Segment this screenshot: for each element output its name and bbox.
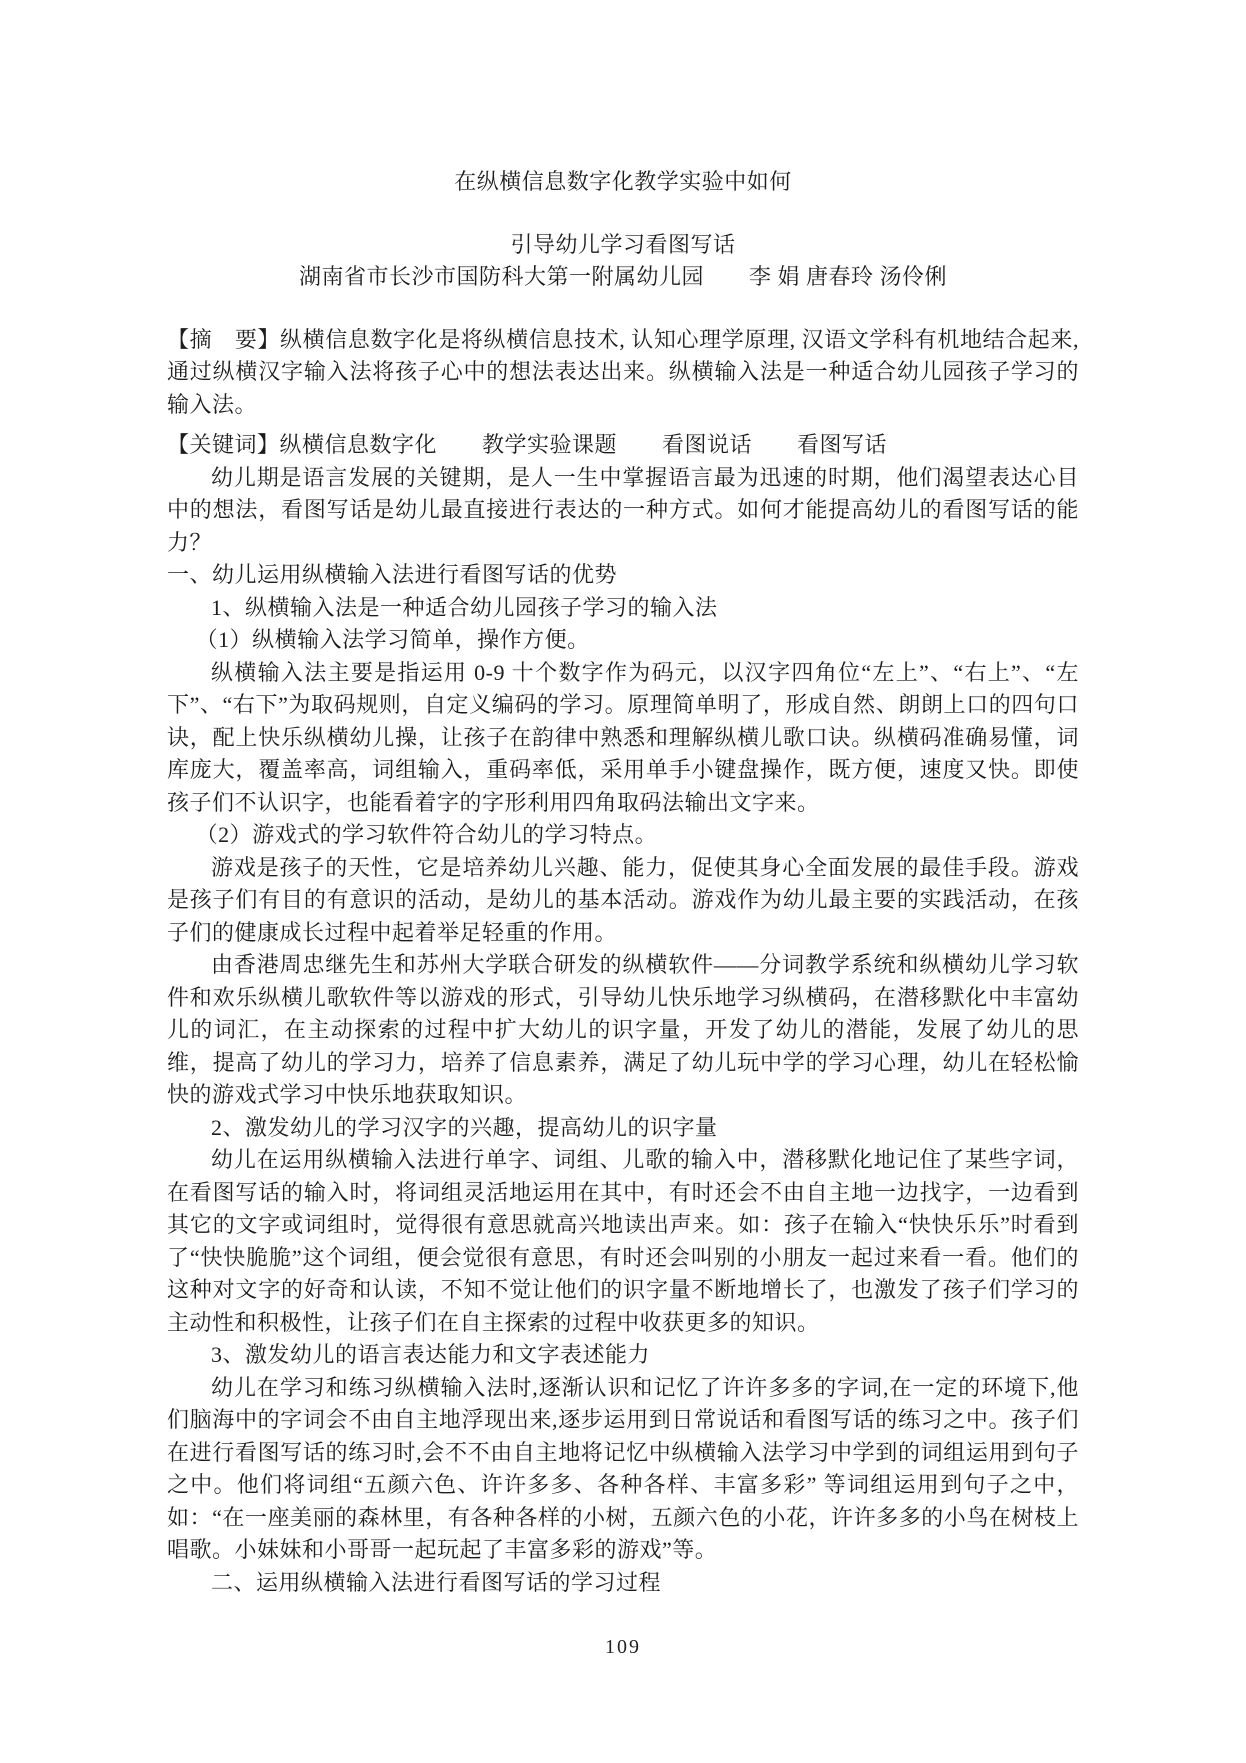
body-paragraph: 幼儿在运用纵横输入法进行单字、词组、儿歌的输入中，潜移默化地记住了某些字词，在看图写话的输入时，将词组灵活地运用在其中，有时还会不由自主地一边找字，一边看到其它的文字或词组时，觉得很有意思就高兴地读出声来。如：孩子在输入“快快乐乐”时看到了“快快脆脆”这个词组，便会觉很有意思，有时还会叫别的小朋友一起过来看一看。他们的这种对文字的好奇和认读，不知不觉让他们的识字量不断地增长了，也激发了孩子们学习的主动性和积极性，让孩子们在自主探索的过程中收获更多的知识。 xyxy=(167,1147,1079,1335)
sub-heading-1-2: （2）游戏式的学习软件符合幼儿的学习特点。 xyxy=(195,822,658,847)
article-title-line1: 在纵横信息数字化教学实验中如何 xyxy=(454,169,792,194)
body-paragraph: 纵横输入法主要是指运用 0-9 十个数字作为码元，以汉字四角位“左上”、“右上”、“左下”、“右下”为取码规则，自定义编码的学习。原理简单明了，形成自然、朗朗上口的四句口诀，配上快乐纵横幼儿操，让孩子在韵律中熟悉和理解纵横儿歌口诀。纵横码准确易懂，词库庞大，覆盖率高，词组输入，重码率低，采用单手小键盘操作，既方便，速度又快。即使孩子们不认识字，也能看着字的字形利用四角取码法输出文字来。 xyxy=(167,659,1079,815)
section-heading-1: 一、幼儿运用纵横输入法进行看图写话的优势 xyxy=(167,562,618,587)
body-paragraph: 幼儿在学习和练习纵横输入法时,逐渐认识和记忆了许许多多的字词,在一定的环境下,他们脑海中的字词会不由自主地浮现出来,逐步运用到日常说话和看图写话的练习之中。孩子们在进行看图写话的练习时,会不不由自主地将记忆中纵横输入法学习中学到的词组运用到句子之中。他们将词组“五颜六色、许许多多、各种各样、丰富多彩” 等词组运用到句子之中，如：“在一座美丽的森林里，有各种各样的小树，五颜六色的小花，许许多多的小鸟在树枝上唱歌。小妹妹和小哥哥一起玩起了丰富多彩的游戏”等。 xyxy=(167,1374,1079,1562)
article-body xyxy=(167,166,1079,1599)
sub-heading-3: 3、激发幼儿的语言表达能力和文字表述能力 xyxy=(211,1342,651,1367)
sub-heading-1-1: （1）纵横输入法学习简单，操作方便。 xyxy=(195,627,590,652)
body-paragraph: 游戏是孩子的天性，它是培养幼儿兴趣、能力，促使其身心全面发展的最佳手段。游戏是孩子们有目的有意识的活动，是幼儿的基本活动。游戏作为幼儿最主要的实践活动，在孩子们的健康成长过程中起着举足轻重的作用。 xyxy=(167,854,1079,945)
sub-heading-1: 1、纵横输入法是一种适合幼儿园孩子学习的输入法 xyxy=(211,594,718,620)
abstract-paragraph: 【摘 要】纵横信息数字化是将纵横信息技术, 认知心理学原理, 汉语文学科有机地结合起来, 通过纵横汉字输入法将孩子心中的想法表达出来。纵横输入法是一种适合幼儿园孩子学习的输入法。 xyxy=(167,326,1079,417)
body-paragraph: 由香港周忠继先生和苏州大学联合研发的纵横软件——分词教学系统和纵横幼儿学习软件和欢乐纵横儿歌软件等以游戏的形式，引导幼儿快乐地学习纵横码，在潜移默化中丰富幼儿的词汇，在主动探索的过程中扩大幼儿的识字量，开发了幼儿的潜能，发展了幼儿的思维，提高了幼儿的学习力，培养了信息素养，满足了幼儿玩中学的学习心理，幼儿在轻松愉快的游戏式学习中快乐地获取知识。 xyxy=(167,952,1079,1107)
sub-heading-2: 2、激发幼儿的学习汉字的兴趣，提高幼儿的识字量 xyxy=(211,1114,718,1140)
intro-paragraph: 幼儿期是语言发展的关键期，是人一生中掌握语言最为迅速的时期，他们渴望表达心目中的想法，看图写话是幼儿最直接进行表达的一种方式。如何才能提高幼儿的看图写话的能力？ xyxy=(167,464,1079,555)
page-number: 109 xyxy=(605,1636,641,1658)
article-title-line2: 引导幼儿学习看图写话 xyxy=(510,231,736,257)
keywords-line: 【关键词】纵横信息数字化 教学实验课题 看图说话 看图写话 xyxy=(167,432,888,457)
section-heading-2: 二、运用纵横输入法进行看图写话的学习过程 xyxy=(211,1569,662,1595)
article-byline: 湖南省市长沙市国防科大第一附属幼儿园 李 娟 唐春玲 汤伶俐 xyxy=(298,264,947,289)
